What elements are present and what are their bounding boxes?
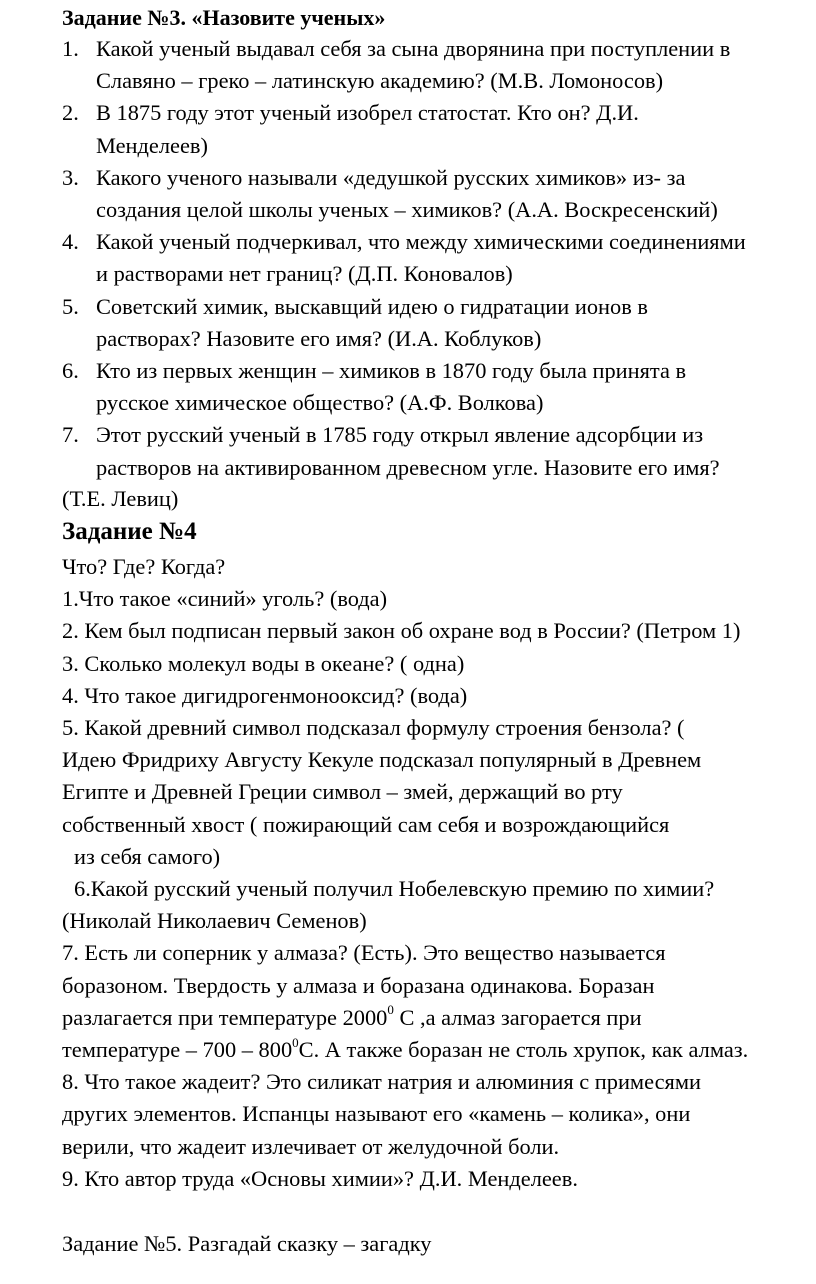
text-line: 8. Что такое жадеит? Это силикат натрия и алюминия с примесями [62, 1069, 701, 1095]
task4-body [62, 551, 812, 1195]
list-item: 6. Кто из первых женщин – химиков в 1870 году была принята в русское химическое общество? (А.Ф. Волкова) [62, 358, 687, 416]
text-line: 5. Какой древний символ подсказал формулу строения бензола? ( [62, 715, 685, 741]
text-line: (Николай Николаевич Семенов) [62, 908, 367, 934]
list-item: 7. Этот русский ученый в 1785 году открыл явление адсорбции из растворов на активированном древесном угле. Назовите его имя? [62, 422, 720, 480]
task3-questions [0, 33, 816, 484]
list-item: 5. Советский химик, выскавщий идею о гидратации ионов в растворах? Назовите его имя? (И.А. Коблуков) [62, 293, 648, 351]
text-line: 2. Кем был подписан первый закон об охране вод в России? (Петром 1) [62, 618, 741, 644]
text-line: 9. Кто автор труда «Основы химии»? Д.И. Менделеев. [62, 1165, 578, 1191]
task5-title: Задание №5. Разгадай сказку – загадку [62, 1231, 432, 1256]
text-line: 4. Что такое дигидрогенмонооксид? (вода) [62, 682, 468, 708]
list-item: 2. В 1875 году этот ученый изобрел статостат. Кто он? Д.И. Менделеев) [62, 100, 639, 158]
task4-title: Задание №4 [62, 518, 197, 545]
list-item: 3. Какого ученого называли «дедушкой русских химиков» из- за создания целой школы ученых – химиков? (А.А. Воскресенский) [62, 164, 718, 223]
text-line: 7. Есть ли соперник у алмаза? (Есть). Это вещество называется [62, 940, 666, 966]
text-line: верили, что жадеит излечивает от желудочной боли. [62, 1133, 560, 1159]
task3-title: Задание №3. «Назовите ученых» [62, 5, 386, 30]
list-item: 4. Какой ученый подчеркивал, что между химическими соединениями и растворами нет границ? (Д.П. Коновалов) [62, 229, 746, 287]
task3-tail: (Т.Е. Левиц) [62, 486, 179, 511]
text-line: Египте и Древней Греции символ – змей, держащий во рту [62, 779, 623, 805]
text-line: Идею Фридриху Августу Кекуле подсказал популярный в Древнем [62, 747, 702, 773]
text-line: боразоном. Твердость у алмаза и боразана одинакова. Боразан [62, 972, 655, 998]
text-line: из себя самого) [74, 843, 221, 869]
text-line: других элементов. Испанцы называют его «камень – колика», они [62, 1101, 691, 1127]
text-line: Что? Где? Когда? [62, 554, 226, 579]
text-line: собственный хвост ( пожирающий сам себя и возрождающийся [62, 811, 670, 837]
text-line: 3. Сколько молекул воды в океане? ( одна) [62, 650, 465, 676]
text-line: 1.Что такое «синий» уголь? (вода) [62, 586, 388, 612]
text-line: 6.Какой русский ученый получил Нобелевскую премию по химии? [74, 876, 715, 902]
text-line: разлагается при температуре 2000$^0$ С ,а алмаз загорается при [62, 1002, 642, 1030]
list-item: 1. Какой ученый выдавал себя за сына дворянина при поступлении в Славяно – греко – латинскую академию? (М.В. Ломоносов) [62, 36, 731, 94]
text-line: температуре – $700 - 800^0С$. А также боразан не столь хрупок, как алмаз. [62, 1034, 749, 1063]
